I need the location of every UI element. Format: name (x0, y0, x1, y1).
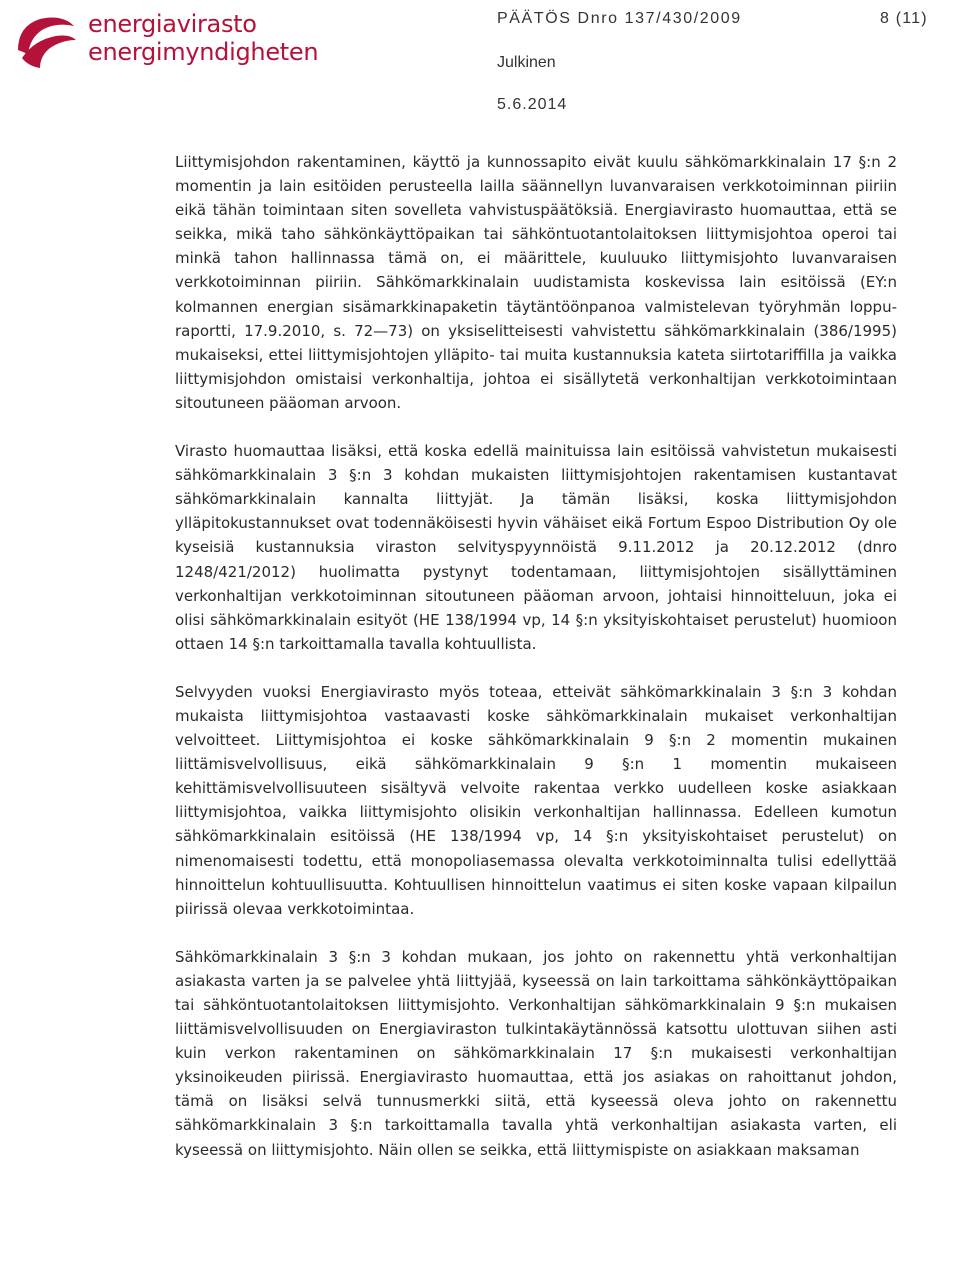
document-title: PÄÄTÖS Dnro 137/430/2009 (497, 10, 742, 27)
paragraph: Liittymisjohdon rakentaminen, käyttö ja kunnossapito eivät kuulu sähkömarkkinalain 17 §:n 2 momentin ja lain esitöiden perusteella lailla säännellyn luvanvaraisen verkkotoiminnan piiriin eikä tähän toimintaan siten sovelleta vahvistuspäätöksiä. Energiavirasto huomauttaa, että se seikka, mikä taho sähkönkäyttöpaikan tai sähköntuotantolaitoksen liittymisjohtoa operoi tai minkä tahon hallinnassa tämä on, ei määrittele, kuuluuko liittymisjohto luvanvaraisen verkkotoiminnan piiriin. Sähkömarkkinalain uudistamista koskevissa lain esitöissä (EY:n kolmannen energian sisämarkkinapaketin täytäntöönpanoa valmistelevan työryhmän loppuraportti, 17.9.2010, s. 72—73) on yksiselitteisesti vahvistettu sähkömarkkinalain (386/1995) mukaiseksi, ettei liittymisjohtojen ylläpito- tai muita kustannuksia kateta siirtotariffilla ja vaikka liittymisjohdon omistaisi verkonhaltija, johtoa ei sisällytetä verkonhaltijan verkkotoimintaan sitoutuneen pääoman arvoon. (175, 153, 897, 412)
logo-line-2: energimyndigheten (88, 38, 319, 66)
paragraph: Sähkömarkkinalain 3 §:n 3 kohdan mukaan, jos johto on rakennettu yhtä verkonhaltijan asiakasta varten ja se palvelee yhtä liittyjää, kyseessä on lain tarkoittama sähkönkäyttöpaikan tai sähköntuotantolaitoksen liittymisjohto. Verkonhaltijan sähkömarkkinalain 9 §:n mukaisen liittämisvelvollisuuden on Energiaviraston tulkintakäytännössä katsottu ulottuvan siihen asti kuin verkon rakentaminen on sähkömarkkinalain 17 §:n mukaisesti verkonhaltijan yksinoikeuden piirissä. Energiavirasto huomauttaa, että jos asiakas on rahoittanut johdon, tämä on lisäksi selvä tunnusmerkki siitä, että kyseessä oleva johto on rakennettu sähkömarkkinalain 3 §:n tarkoittamalla tavalla yhtä verkonhaltijan asiakasta varten, eli kyseessä on liittymisjohto. Näin ollen se seikka, että liittymispiste on asiakkaan maksaman (175, 947, 897, 1159)
paragraph: Selvyyden vuoksi Energiavirasto myös toteaa, etteivät sähkömarkkinalain 3 §:n 3 kohdan mukaista liittymisjohtoa vastaavasti koske sähkömarkkinalain mukaiset verkonhaltijan velvoitteet. Liittymisjohtoa ei koske sähkömarkkinalain 9 §:n 2 momentin mukainen liittämisvelvollisuus, eikä sähkömarkkinalain 9 §:n 1 momentin mukaiseen kehittämisvelvollisuuteen sisältyvä velvoite rakentaa verkko uudelleen koske asiakkaan liittymisjohtoa, vaikka liittymisjohto olisikin verkonhaltijan hallinnassa. Edelleen kumotun sähkömarkkinalain esitöissä (HE 138/1994 vp, 14 §:n yksityiskohtaiset perustelut) on nimenomaisesti todettu, että monopoliasemassa olevalta verkkotoiminnalta tulisi edellyttää hinnoittelun kohtuullisuutta. Kohtuullisen hinnoittelun vaatimus ei siten koske vapaan kilpailun piirissä olevaa verkkotoimintaa. (175, 682, 897, 918)
logo (10, 10, 318, 72)
classification: Julkinen (497, 54, 556, 71)
paragraph: Virasto huomauttaa lisäksi, että koska edellä mainituissa lain esitöissä vahvistetun mukaisesti sähkömarkkinalain 3 §:n 3 kohdan mukaisten liittymisjohtojen rakentamisen kustantavat sähkömarkkinalain kannalta liittyjät. Ja tämän lisäksi, koska liittymisjohdon ylläpitokustannukset ovat todennäköisesti hyvin vähäiset eikä Fortum Espoo Distribution Oy ole kyseisiä kustannuksia viraston selvityspyynnöistä 9.11.2012 ja 20.12.2012 (dnro 1248/421/2012) huolimatta pystynyt todentamaan, liittymisjohtojen sisällyttäminen verkonhaltijan verkkotoiminnan sitoutuneen pääoman arvoon, johtaisi hinnoitteluun, joka ei olisi sähkömarkkinalain esityöt (HE 138/1994 vp, 14 §:n yksityiskohtaiset perustelut) huomioon ottaen 14 §:n tarkoittamalla tavalla kohtuullista. (175, 442, 897, 653)
energiavirasto-logo-mark-icon (10, 10, 80, 72)
logo-line-1: energiavirasto (88, 10, 257, 38)
logo-wordmark (88, 10, 318, 66)
page-number: 8 (11) (880, 10, 928, 27)
document-date: 5.6.2014 (497, 96, 568, 113)
document-body (175, 150, 897, 1186)
